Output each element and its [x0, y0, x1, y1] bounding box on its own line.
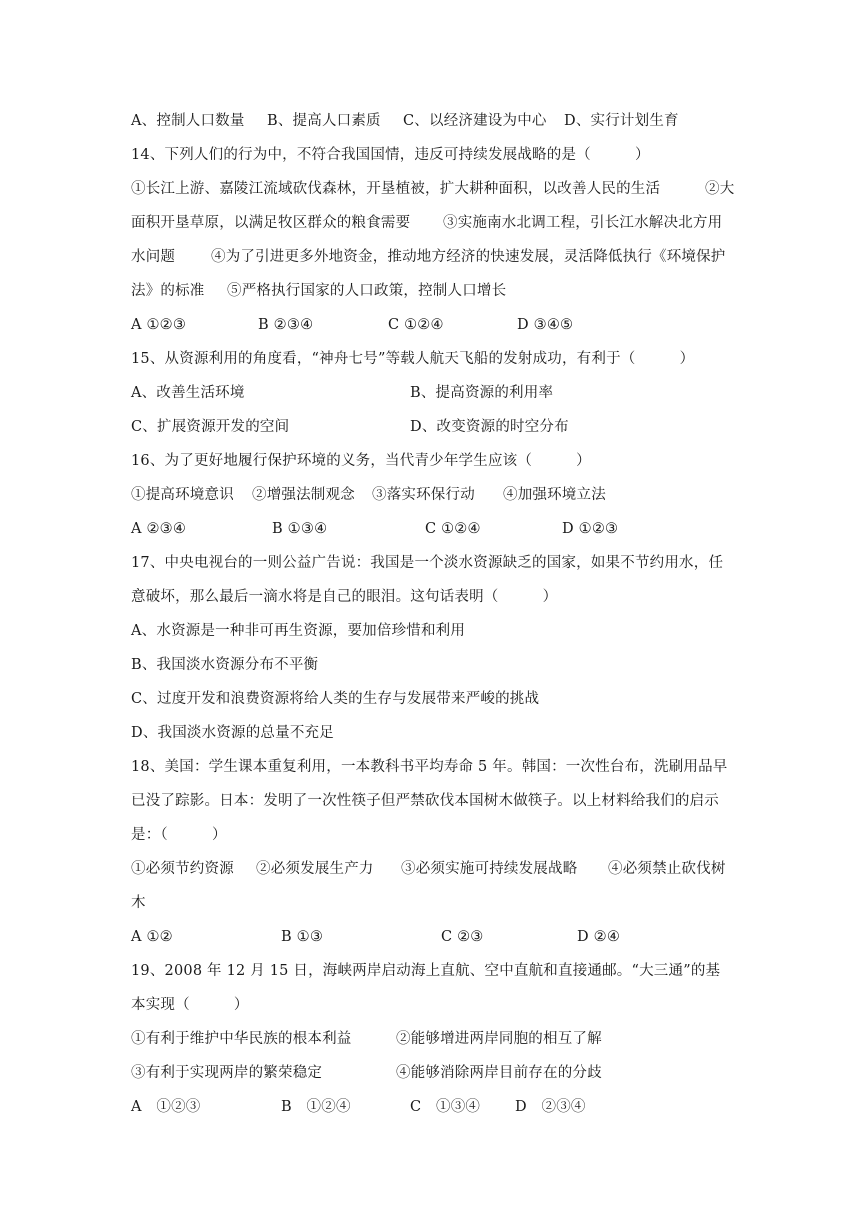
statement-text: ③必须实施可持续发展战略 — [401, 861, 578, 877]
option-d: D ①②③ — [562, 521, 619, 537]
q19-statements-line1 — [131, 1022, 741, 1056]
q15-stem — [131, 342, 741, 376]
q16-stem — [131, 444, 741, 478]
option-b: B ①③④ — [272, 521, 328, 537]
question-text: 16、为了更好地履行保护环境的义务，当代青少年学生应该（ ） — [131, 453, 591, 469]
option-b: B、我国淡水资源分布不平衡 — [131, 657, 319, 673]
q18-stem-line3 — [131, 818, 741, 852]
q19-statements-line2 — [131, 1056, 741, 1090]
statement-text: ③实施南水北调工程，引长江水解决北方用 — [443, 215, 723, 231]
option-a: A ①②③ — [131, 1099, 201, 1115]
option-d: D、实行计划生育 — [564, 113, 679, 129]
option-b: B ②③④ — [258, 317, 314, 333]
q13-options — [131, 104, 741, 138]
question-text: 意破坏，那么最后一滴水将是自己的眼泪。这句话表明（ ） — [131, 589, 558, 605]
option-d: D、改变资源的时空分布 — [410, 419, 569, 435]
statement-text: ④为了引进更多外地资金，推动地方经济的快速发展，灵活降低执行《环境保护 — [211, 249, 726, 265]
question-text: 18、美国：学生课本重复利用，一本教科书平均寿命 5 年。韩国：一次性台布，洗刷用品早 — [131, 759, 728, 775]
q14-options — [131, 308, 741, 342]
option-c: C ②③ — [441, 929, 484, 945]
option-d: D、我国淡水资源的总量不充足 — [131, 725, 334, 741]
q14-material-line2 — [131, 206, 741, 240]
q18-statements-line2 — [131, 886, 741, 920]
q18-statements-line1 — [131, 852, 741, 886]
q19-options — [131, 1090, 741, 1124]
q14-material-line3 — [131, 240, 741, 274]
question-text: 14、下列人们的行为中，不符合我国国情，违反可持续发展战略的是（ ） — [131, 147, 650, 163]
question-text: 19、2008 年 12 月 15 日，海峡两岸启动海上直航、空中直航和直接通邮。“大三通”的基 — [131, 963, 721, 979]
q17-stem-line2 — [131, 580, 741, 614]
q17-option-c — [131, 682, 741, 716]
option-b: B、提高资源的利用率 — [410, 385, 554, 401]
q14-material-line4 — [131, 274, 741, 308]
statement-text: ④能够消除两岸目前存在的分歧 — [396, 1065, 602, 1081]
q17-stem-line1 — [131, 546, 741, 580]
question-text: 17、中央电视台的一则公益广告说：我国是一个淡水资源缺乏的国家，如果不节约用水，任 — [131, 555, 724, 571]
option-b: B ①③ — [281, 929, 324, 945]
q14-stem — [131, 138, 741, 172]
q19-stem-line1 — [131, 954, 741, 988]
question-text: 是：（ ） — [131, 827, 227, 843]
question-text: 本实现（ ） — [131, 997, 249, 1013]
option-c: C、以经济建设为中心 — [403, 113, 547, 129]
option-c: C ①③④ — [410, 1099, 481, 1115]
statement-text: 面积开垦草原，以满足牧区群众的粮食需要 — [131, 215, 411, 231]
statement-text: ①长江上游、嘉陵江流域砍伐森林，开垦植被，扩大耕种面积，以改善人民的生活 — [131, 181, 661, 197]
q15-options-row1 — [131, 376, 741, 410]
question-text: 15、从资源利用的角度看，“神舟七号”等载人航天飞船的发射成功，有利于（ ） — [131, 351, 695, 367]
option-a: A ①② — [131, 929, 173, 945]
q18-stem-line2 — [131, 784, 741, 818]
option-c: C、过度开发和浪费资源将给人类的生存与发展带来严峻的挑战 — [131, 691, 540, 707]
statement-text: ②大 — [705, 181, 735, 197]
option-a: A、水资源是一种非可再生资源，要加倍珍惜和利用 — [131, 623, 466, 639]
q16-statements — [131, 478, 741, 512]
statement-text: ②必须发展生产力 — [256, 861, 374, 877]
statement-text: ②能够增进两岸同胞的相互了解 — [396, 1031, 602, 1047]
statement-text: ①提高环境意识 — [131, 487, 234, 503]
q17-option-b — [131, 648, 741, 682]
option-b: B ①②④ — [281, 1099, 351, 1115]
q18-options — [131, 920, 741, 954]
statement-text: ③落实环保行动 — [372, 487, 475, 503]
q15-options-row2 — [131, 410, 741, 444]
q17-option-a — [131, 614, 741, 648]
statement-text: 法》的标准 — [131, 283, 205, 299]
q18-stem-line1 — [131, 750, 741, 784]
option-a: A ①②③ — [131, 317, 187, 333]
option-a: A、改善生活环境 — [131, 385, 245, 401]
statement-text: 水问题 — [131, 249, 176, 265]
statement-text: ①必须节约资源 — [131, 861, 234, 877]
option-d: D ②④ — [577, 929, 621, 945]
statement-text: ⑤严格执行国家的人口政策，控制人口增长 — [227, 283, 507, 299]
statement-text: ②增强法制观念 — [252, 487, 355, 503]
statement-text: ④加强环境立法 — [503, 487, 606, 503]
q14-material-line1 — [131, 172, 741, 206]
statement-text: 木 — [131, 895, 146, 911]
q19-stem-line2 — [131, 988, 741, 1022]
option-a: A ②③④ — [131, 521, 187, 537]
option-a: A、控制人口数量 — [131, 113, 245, 129]
option-c: C ①②④ — [388, 317, 444, 333]
option-c: C、扩展资源开发的空间 — [131, 419, 290, 435]
option-d: D ③④⑤ — [517, 317, 574, 333]
option-d: D ②③④ — [515, 1099, 586, 1115]
q17-option-d — [131, 716, 741, 750]
option-b: B、提高人口素质 — [267, 113, 381, 129]
q16-options — [131, 512, 741, 546]
option-c: C ①②④ — [425, 521, 481, 537]
statement-text: ④必须禁止砍伐树 — [608, 861, 726, 877]
statement-text: ③有利于实现两岸的繁荣稳定 — [131, 1065, 323, 1081]
statement-text: ①有利于维护中华民族的根本利益 — [131, 1031, 352, 1047]
question-text: 已没了踪影。日本：发明了一次性筷子但严禁砍伐本国树木做筷子。以上材料给我们的启示 — [131, 793, 719, 809]
